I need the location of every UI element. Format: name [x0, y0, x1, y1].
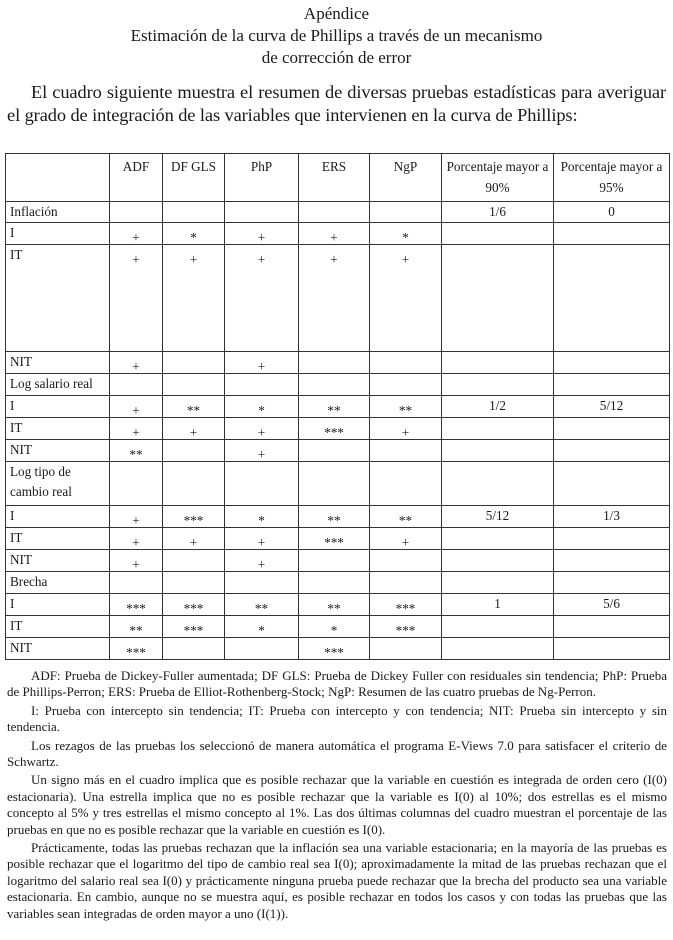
- table-cell: [163, 374, 225, 396]
- table-cell: [110, 572, 163, 594]
- table-cell: [554, 594, 670, 616]
- test-mark: ***: [395, 623, 416, 638]
- table-cell: [163, 418, 225, 440]
- appendix-label: Apéndice: [303, 4, 370, 23]
- test-mark: **: [254, 601, 269, 616]
- table-cell: [299, 223, 370, 245]
- table-cell: [370, 572, 442, 594]
- table-cell: [225, 550, 299, 572]
- row-label: NIT: [6, 352, 110, 374]
- table-row: [6, 418, 670, 440]
- row-label: I: [6, 396, 110, 418]
- table-cell: [225, 418, 299, 440]
- test-mark: *: [258, 623, 265, 638]
- test-mark: +: [401, 425, 410, 440]
- row-label: I: [6, 594, 110, 616]
- test-mark: **: [327, 513, 341, 528]
- test-mark: **: [129, 623, 143, 638]
- table-cell: [554, 223, 670, 245]
- table-cell: [554, 638, 670, 660]
- test-mark: **: [129, 447, 143, 462]
- table-cell: [225, 374, 299, 396]
- row-label: I: [6, 506, 110, 528]
- row-label: Inflación: [6, 202, 110, 223]
- row-label: Log salario real: [6, 374, 110, 396]
- table-cell: [370, 528, 442, 550]
- intro-paragraph: El cuadro siguiente muestra el resumen de diversas pruebas estadísticas para averiguar el grado de integración de las variables que intervienen en la curva de Phillips:: [7, 82, 666, 125]
- cell-value: 1/6: [489, 204, 506, 219]
- table-cell: [163, 550, 225, 572]
- table-cell: [442, 594, 554, 616]
- test-mark: +: [257, 359, 266, 374]
- table-cell: [163, 594, 225, 616]
- row-label: NIT: [6, 440, 110, 462]
- header-row: [6, 154, 670, 202]
- table-cell: [225, 528, 299, 550]
- table-cell: [110, 462, 163, 506]
- test-mark: +: [132, 425, 140, 440]
- test-mark: +: [330, 252, 338, 267]
- table-cell: [370, 223, 442, 245]
- table-cell: [163, 245, 225, 352]
- test-mark: ***: [324, 535, 344, 550]
- table-cell: [370, 440, 442, 462]
- test-mark: +: [257, 557, 266, 572]
- cell-value: 1: [494, 596, 501, 611]
- table-row: [6, 462, 670, 506]
- table-cell: [299, 396, 370, 418]
- header-cell: PhP: [225, 154, 299, 202]
- test-mark: +: [189, 535, 198, 550]
- test-mark: +: [132, 535, 140, 550]
- test-mark: ***: [395, 601, 416, 616]
- table-cell: [299, 506, 370, 528]
- table-cell: [370, 352, 442, 374]
- test-mark: ***: [324, 425, 344, 440]
- table-notes: [7, 668, 667, 924]
- table-cell: [163, 440, 225, 462]
- test-mark: *: [258, 403, 265, 418]
- table-cell: [370, 638, 442, 660]
- table-row: [6, 638, 670, 660]
- table-cell: [442, 572, 554, 594]
- table-cell: [370, 462, 442, 506]
- table-cell: [554, 616, 670, 638]
- table-cell: [554, 202, 670, 223]
- table-cell: [370, 506, 442, 528]
- table-cell: [225, 638, 299, 660]
- table-cell: [163, 616, 225, 638]
- table-cell: [225, 506, 299, 528]
- table-cell: [554, 462, 670, 506]
- header-cell: NgP: [370, 154, 442, 202]
- table-cell: [110, 550, 163, 572]
- table-cell: [299, 528, 370, 550]
- header-cell: ADF: [110, 154, 163, 202]
- table-cell: [554, 374, 670, 396]
- header-cell: Porcentaje mayor a 90%: [442, 154, 554, 202]
- row-label: IT: [6, 418, 110, 440]
- table-cell: [299, 374, 370, 396]
- table-row: [6, 550, 670, 572]
- table-cell: [554, 506, 670, 528]
- table-row: [6, 245, 670, 352]
- table-cell: [299, 594, 370, 616]
- table-cell: [163, 528, 225, 550]
- table-cell: [442, 418, 554, 440]
- test-mark: +: [189, 425, 198, 440]
- table-cell: [299, 418, 370, 440]
- table-cell: [299, 462, 370, 506]
- table-cell: [163, 638, 225, 660]
- row-label: NIT: [6, 550, 110, 572]
- table-cell: [225, 462, 299, 506]
- table-row: [6, 616, 670, 638]
- test-mark: +: [132, 252, 140, 267]
- table-cell: [225, 352, 299, 374]
- table-cell: [554, 572, 670, 594]
- table-cell: [370, 418, 442, 440]
- table-cell: [442, 245, 554, 352]
- test-mark: **: [186, 403, 201, 418]
- test-mark: ***: [183, 601, 204, 616]
- table-cell: [299, 202, 370, 223]
- table-cell: [442, 202, 554, 223]
- test-mark: **: [398, 513, 413, 528]
- table-cell: [110, 396, 163, 418]
- test-mark: *: [258, 513, 265, 528]
- table-cell: [299, 352, 370, 374]
- cell-value: 0: [608, 204, 615, 219]
- note-test-types: I: Prueba con intercepto sin tendencia; IT: Prueba con intercepto y con tendencia; NIT: Prueba sin intercepto y sin tendencia.: [7, 702, 667, 735]
- note-conclusion: Prácticamente, todas las pruebas rechazan que la inflación sea una variable estacionaria; en la mayoría de las pruebas es posible rechazar que el logaritmo del tipo de cambio real sea I(0); aproximadamente la mitad de las pruebas rechazan que el logaritmo del salario real sea I(0) y prácticamente ninguna prueba puede rechazar que la brecha del producto sea una variable estacionaria. En cambio, aunque no se muestra aquí, es posible rechazar en todos los casos y con todas las pruebas que las variables sean integradas de orden mayor a uno (I(1)).: [7, 840, 667, 921]
- table-row: [6, 594, 670, 616]
- table-cell: [163, 352, 225, 374]
- table-cell: [299, 572, 370, 594]
- table-cell: [370, 594, 442, 616]
- header-cell: Porcentaje mayor a 95%: [554, 154, 670, 202]
- row-label: I: [6, 223, 110, 245]
- test-mark: +: [401, 252, 410, 267]
- table-row: [6, 440, 670, 462]
- table-cell: [110, 594, 163, 616]
- test-mark: **: [327, 403, 341, 418]
- table-cell: [442, 462, 554, 506]
- cell-value: 5/6: [603, 596, 620, 611]
- table-cell: [554, 418, 670, 440]
- table-row: [6, 374, 670, 396]
- table-cell: [554, 528, 670, 550]
- table-cell: [299, 550, 370, 572]
- table-cell: [163, 223, 225, 245]
- table-cell: [442, 223, 554, 245]
- table-row: [6, 352, 670, 374]
- header-cell: ERS: [299, 154, 370, 202]
- test-mark: ***: [183, 513, 204, 528]
- test-mark: +: [132, 557, 140, 572]
- row-label: IT: [6, 528, 110, 550]
- table-cell: [554, 550, 670, 572]
- table-cell: [442, 440, 554, 462]
- test-mark: *: [330, 623, 338, 638]
- table-cell: [442, 352, 554, 374]
- table-cell: [554, 396, 670, 418]
- test-mark: +: [132, 403, 140, 418]
- test-mark: ***: [126, 645, 146, 660]
- test-mark: +: [189, 252, 198, 267]
- table-cell: [299, 638, 370, 660]
- table-cell: [370, 550, 442, 572]
- table-row: [6, 572, 670, 594]
- note-lags: Los rezagos de las pruebas los seleccionó de manera automática el programa E-Views 7.0 para satisfacer el criterio de Schwartz.: [7, 737, 667, 770]
- test-mark: +: [330, 230, 338, 245]
- table-cell: [442, 374, 554, 396]
- table-cell: [442, 506, 554, 528]
- test-mark: +: [401, 535, 410, 550]
- table-cell: [163, 396, 225, 418]
- header-cell: [6, 154, 110, 202]
- table-cell: [225, 616, 299, 638]
- table-cell: [225, 223, 299, 245]
- test-mark: +: [257, 535, 266, 550]
- table-cell: [370, 396, 442, 418]
- test-mark: *: [190, 230, 197, 245]
- test-mark: ***: [183, 623, 204, 638]
- table-cell: [110, 352, 163, 374]
- table-cell: [163, 572, 225, 594]
- row-label: Brecha: [6, 572, 110, 594]
- table-cell: [110, 223, 163, 245]
- table-cell: [442, 616, 554, 638]
- test-mark: +: [257, 447, 266, 462]
- title-line-1: Estimación de la curva de Phillips a través de un mecanismo: [130, 26, 543, 45]
- table-cell: [299, 440, 370, 462]
- test-mark: **: [327, 601, 341, 616]
- table-cell: [163, 202, 225, 223]
- table-cell: [442, 396, 554, 418]
- table-cell: [225, 396, 299, 418]
- table-cell: [110, 616, 163, 638]
- row-label: NIT: [6, 638, 110, 660]
- table-row: [6, 396, 670, 418]
- header-cell: DF GLS: [163, 154, 225, 202]
- table-cell: [225, 245, 299, 352]
- table-cell: [225, 202, 299, 223]
- table-cell: [110, 528, 163, 550]
- table-cell: [110, 506, 163, 528]
- test-mark: +: [257, 230, 266, 245]
- table-cell: [110, 245, 163, 352]
- table-cell: [110, 202, 163, 223]
- table-cell: [299, 245, 370, 352]
- table-cell: [225, 440, 299, 462]
- table-cell: [163, 506, 225, 528]
- test-mark: **: [398, 403, 413, 418]
- test-mark: +: [132, 513, 140, 528]
- table-cell: [299, 616, 370, 638]
- table-row: [6, 528, 670, 550]
- test-mark: +: [257, 425, 266, 440]
- cell-value: 1/2: [489, 398, 506, 413]
- cell-value: 1/3: [603, 508, 620, 523]
- table-cell: [442, 550, 554, 572]
- table-cell: [370, 374, 442, 396]
- integration-tests-table: [5, 153, 670, 660]
- table-cell: [110, 374, 163, 396]
- test-mark: +: [132, 230, 140, 245]
- test-mark: ***: [324, 645, 344, 660]
- table-row: [6, 506, 670, 528]
- row-label: Log tipo de cambio real: [6, 462, 110, 506]
- table-cell: [370, 245, 442, 352]
- test-mark: ***: [126, 601, 146, 616]
- table-cell: [225, 572, 299, 594]
- table-cell: [554, 440, 670, 462]
- test-mark: +: [257, 252, 266, 267]
- table-cell: [370, 616, 442, 638]
- note-abbreviations: ADF: Prueba de Dickey-Fuller aumentada; DF GLS: Prueba de Dickey Fuller con residuales sin tendencia; PhP: Prueba de Phillips-Perron; ERS: Prueba de Elliot-Rothenberg-Stock; NgP: Resumen de las cuatro pruebas de Ng-Perron.: [7, 668, 667, 700]
- row-label: IT: [6, 616, 110, 638]
- table-cell: [370, 202, 442, 223]
- table-cell: [110, 440, 163, 462]
- table-cell: [110, 638, 163, 660]
- appendix-heading: [0, 3, 673, 69]
- table-row: [6, 223, 670, 245]
- cell-value: 5/12: [599, 398, 624, 413]
- table-cell: [554, 245, 670, 352]
- test-mark: +: [132, 359, 140, 374]
- table-cell: [442, 528, 554, 550]
- table-cell: [110, 418, 163, 440]
- note-symbols: Un signo más en el cuadro implica que es posible rechazar que la variable en cuestión es integrada de orden cero (I(0) estacionaria). Una estrella implica que no es posible rechazar que la variable es I(0) al 10%; dos estrellas es el mismo concepto al 5% y tres estrellas el mismo concepto al 1%. Las dos últimas columnas del cuadro muestran el porcentaje de las pruebas en que no es posible rechazar que la variable en cuestión es I(0).: [7, 772, 667, 837]
- test-mark: *: [402, 230, 409, 245]
- table-cell: [442, 638, 554, 660]
- table-row: [6, 202, 670, 223]
- table-cell: [163, 462, 225, 506]
- row-label: IT: [6, 245, 110, 352]
- table-cell: [554, 352, 670, 374]
- table-cell: [225, 594, 299, 616]
- title-line-2: de corrección de error: [261, 48, 412, 67]
- cell-value: 5/12: [485, 508, 510, 523]
